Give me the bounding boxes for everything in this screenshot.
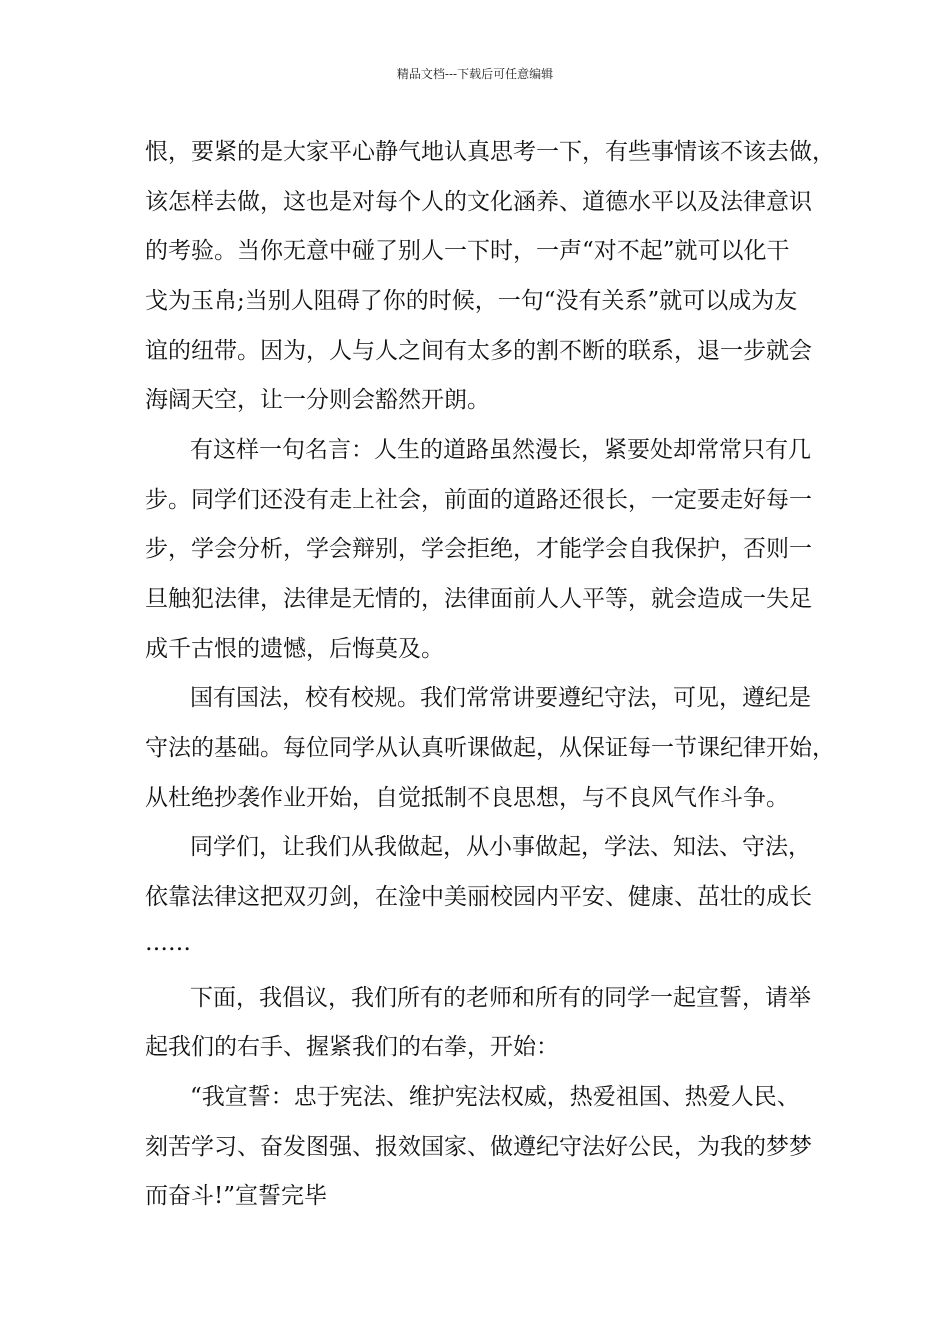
text-line: 谊的纽带。因为，人与人之间有太多的割不断的联系，退一步就会 bbox=[145, 338, 812, 364]
text-line: 旦触犯法律，法律是无情的，法律面前人人平等，就会造成一失足 bbox=[145, 586, 812, 612]
ellipsis-line: …… bbox=[145, 930, 191, 956]
text-line: 成千古恨的遗憾，后悔莫及。 bbox=[145, 636, 444, 662]
text-line: 步，学会分析，学会辩别，学会拒绝，才能学会自我保护，否则一 bbox=[145, 536, 812, 562]
text-line: 戈为玉帛;当别人阻碍了你的时候，一句“没有关系”就可以成为友 bbox=[145, 288, 798, 314]
text-line: 步。同学们还没有走上社会，前面的道路还很长，一定要走好每一 bbox=[145, 487, 812, 513]
paragraph-first-line: 有这样一句名言：人生的道路虽然漫长，紧要处却常常只有几 bbox=[190, 437, 811, 463]
text-line: 海阔天空，让一分则会豁然开朗。 bbox=[145, 387, 490, 413]
text-line: 起我们的右手、握紧我们的右拳，开始： bbox=[145, 1034, 559, 1060]
oath-first-line: “我宣誓：忠于宪法、维护宪法权威，热爱祖国、热爱人民、 bbox=[190, 1084, 800, 1110]
text-line: 守法的基础。每位同学从认真听课做起，从保证每一节课纪律开始， bbox=[145, 735, 835, 761]
text-line: 的考验。当你无意中碰了别人一下时，一声“对不起”就可以化干 bbox=[145, 238, 790, 264]
paragraph-first-line: 同学们，让我们从我做起，从小事做起，学法、知法、守法， bbox=[190, 834, 811, 860]
page-header: 精品文档---下载后可任意编辑 bbox=[396, 67, 554, 81]
text-line: 而奋斗!”宣誓完毕 bbox=[145, 1183, 328, 1209]
text-line: 恨，要紧的是大家平心静气地认真思考一下，有些事情该不该去做， bbox=[145, 139, 835, 165]
text-line: 依靠法律这把双刃剑，在淦中美丽校园内平安、健康、茁壮的成长 bbox=[145, 884, 812, 910]
text-line: 该怎样去做，这也是对每个人的文化涵养、道德水平以及法律意识 bbox=[145, 189, 812, 215]
paragraph-first-line: 下面，我倡议，我们所有的老师和所有的同学一起宣誓，请举 bbox=[190, 985, 811, 1011]
text-line: 刻苦学习、奋发图强、报效国家、做遵纪守法好公民，为我的梦梦 bbox=[145, 1134, 812, 1160]
paragraph-first-line: 国有国法，校有校规。我们常常讲要遵纪守法，可见，遵纪是 bbox=[190, 685, 811, 711]
text-line: 从杜绝抄袭作业开始，自觉抵制不良思想，与不良风气作斗争。 bbox=[145, 785, 789, 811]
